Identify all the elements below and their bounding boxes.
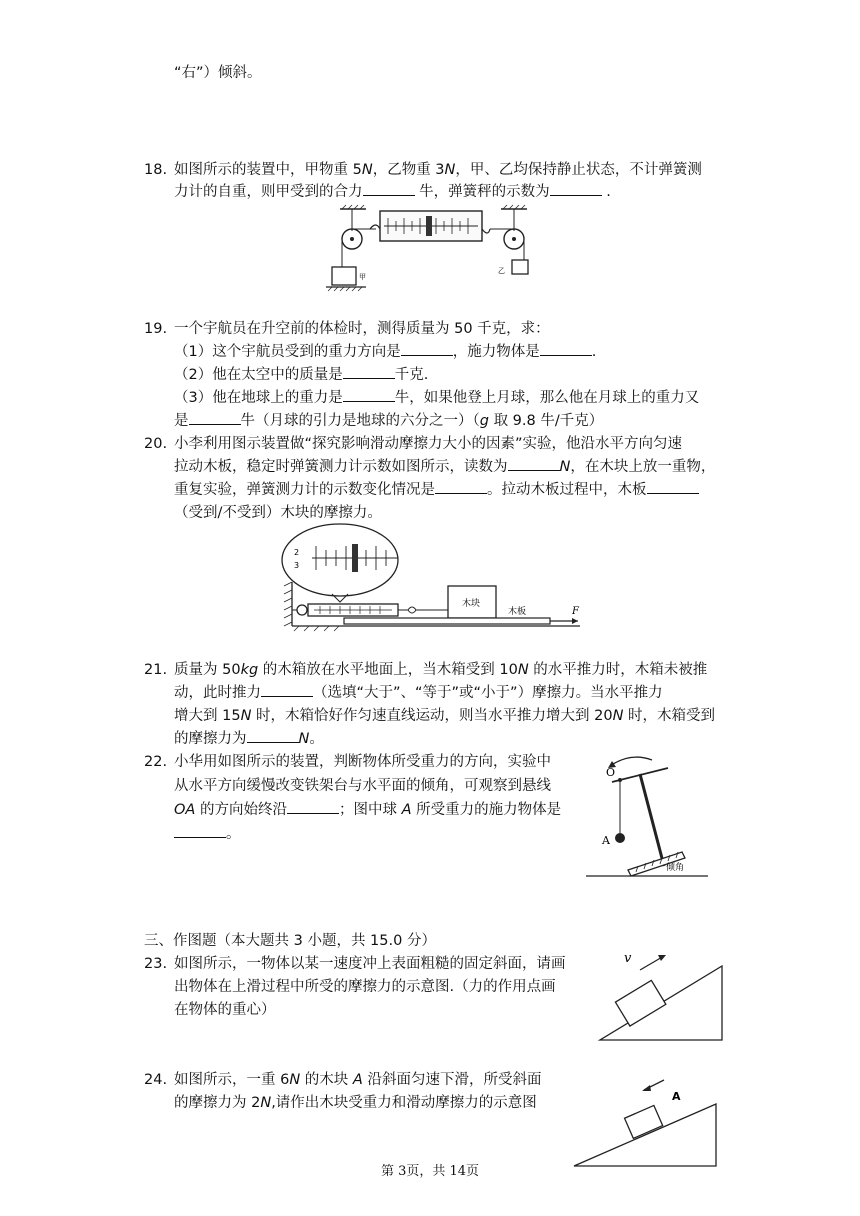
q21-line2: 动，此时推力 （选填“大于”、“等于”或“小于”）摩擦力。当水平推力: [174, 682, 663, 704]
page-footer: 第 3页，共 14页: [380, 1164, 480, 1179]
svg-text:2: 2: [294, 548, 300, 557]
label-yi: 乙: [498, 267, 505, 275]
q22-line3: OA 的方向始终沿 ；图中球 A 所受重力的施力物体是: [174, 799, 561, 821]
answer-blank[interactable]: [343, 364, 395, 379]
q19-line2: （1）这个宇航员受到的重力方向是 ，施力物体是 .: [174, 341, 596, 363]
q22-line2: 从水平方向缓慢改变铁架台与水平面的倾角，可观察到悬线: [174, 778, 551, 794]
label-v: v: [624, 951, 632, 966]
answer-blank[interactable]: [540, 341, 592, 356]
q21-number: 21.: [144, 662, 168, 678]
answer-blank[interactable]: [550, 181, 602, 196]
q24-number: 24.: [144, 1072, 168, 1088]
q24-line1: 如图所示，一重 6N 的木块 A 沿斜面匀速下滑，所受斜面: [174, 1072, 542, 1088]
answer-blank[interactable]: [174, 823, 226, 838]
answer-blank[interactable]: [508, 456, 560, 471]
answer-blank[interactable]: [435, 479, 487, 494]
q22-line1: 小华用如图所示的装置，判断物体所受重力的方向，实验中: [174, 754, 551, 770]
q20-friction-apparatus-figure: [280, 522, 590, 634]
answer-blank[interactable]: [363, 181, 415, 196]
q18-line1: 如图所示的装置中，甲物重 5N，乙物重 3N，甲、乙均保持静止状态，不计弹簧测: [174, 162, 702, 178]
q20-line3: 重复实验，弹簧测力计的示数变化情况是 。拉动木板过程中，木板: [174, 479, 699, 501]
label-O: O: [606, 766, 616, 779]
answer-blank[interactable]: [401, 341, 453, 356]
label-board: 木板: [508, 607, 527, 617]
answer-blank[interactable]: [247, 728, 299, 743]
q22-line4: 。: [174, 823, 241, 845]
q19-number: 19.: [144, 321, 168, 337]
answer-blank[interactable]: [287, 799, 339, 814]
q22-number: 22.: [144, 754, 168, 770]
label-jia: 甲: [359, 273, 366, 281]
q20-line1: 小李利用图示装置做“探究影响滑动摩擦力大小的因素”实验，他沿水平方向匀速: [174, 436, 683, 452]
label-A: A: [672, 1090, 681, 1103]
label-A: A: [602, 834, 610, 847]
q21-line4: 的摩擦力为 N。: [174, 728, 324, 750]
q19-line3: （2）他在太空中的质量是 千克.: [174, 364, 428, 386]
q19-line1: 一个宇航员在升空前的体检时，测得质量为 50 千克，求：: [174, 321, 550, 337]
label-block: 木块: [462, 599, 481, 609]
q23-line3: 在物体的重心）: [174, 1002, 276, 1018]
q18-number: 18.: [144, 162, 168, 178]
q23-incline-figure: [596, 944, 736, 1044]
q20-line2: 拉动木板，稳定时弹簧测力计示数如图所示，读数为 N，在木块上放一重物，: [174, 456, 715, 478]
answer-blank[interactable]: [189, 410, 241, 425]
q24-line2: 的摩擦力为 2N,请作出木块受重力和滑动摩擦力的示意图: [174, 1095, 537, 1111]
q21-line3: 增大到 15N 时，木箱恰好作匀速直线运动，则当水平推力增大到 20N 时，木箱受到: [174, 708, 716, 724]
q18-spring-scale-figure: [318, 205, 538, 295]
q18-line2: 力计的自重，则甲受到的合力 牛，弹簧秤的示数为 .: [174, 181, 611, 203]
q20-line4: （受到/不受到）木块的摩擦力。: [174, 505, 382, 521]
answer-blank[interactable]: [647, 479, 699, 494]
answer-blank[interactable]: [261, 682, 313, 697]
answer-blank[interactable]: [343, 387, 395, 402]
q22-plumb-line-figure: [582, 748, 712, 878]
section-3-heading: 三、作图题（本大题共 3 小题，共 15.0 分）: [144, 933, 436, 949]
q19-line4: （3）他在地球上的重力是 牛，如果他登上月球，那么他在月球上的重力又: [174, 387, 699, 409]
label-F: F: [572, 606, 579, 617]
q23-line2: 出物体在上滑过程中所受的摩擦力的示意图.（力的作用点画: [174, 979, 556, 995]
continuation-text: “右”）倾斜。: [174, 65, 262, 81]
q19-line5: 是 牛（月球的引力是地球的六分之一）（g 取 9.8 牛/千克）: [174, 410, 603, 432]
label-angle: 倾角: [666, 863, 685, 873]
svg-text:3: 3: [294, 561, 300, 570]
q21-line1: 质量为 50kg 的木箱放在水平地面上，当木箱受到 10N 的水平推力时，木箱未被推: [174, 662, 708, 678]
q23-number: 23.: [144, 956, 168, 972]
q24-incline-figure: [570, 1070, 720, 1172]
q20-number: 20.: [144, 436, 168, 452]
q23-line1: 如图所示，一物体以某一速度冲上表面粗糙的固定斜面，请画: [174, 956, 566, 972]
